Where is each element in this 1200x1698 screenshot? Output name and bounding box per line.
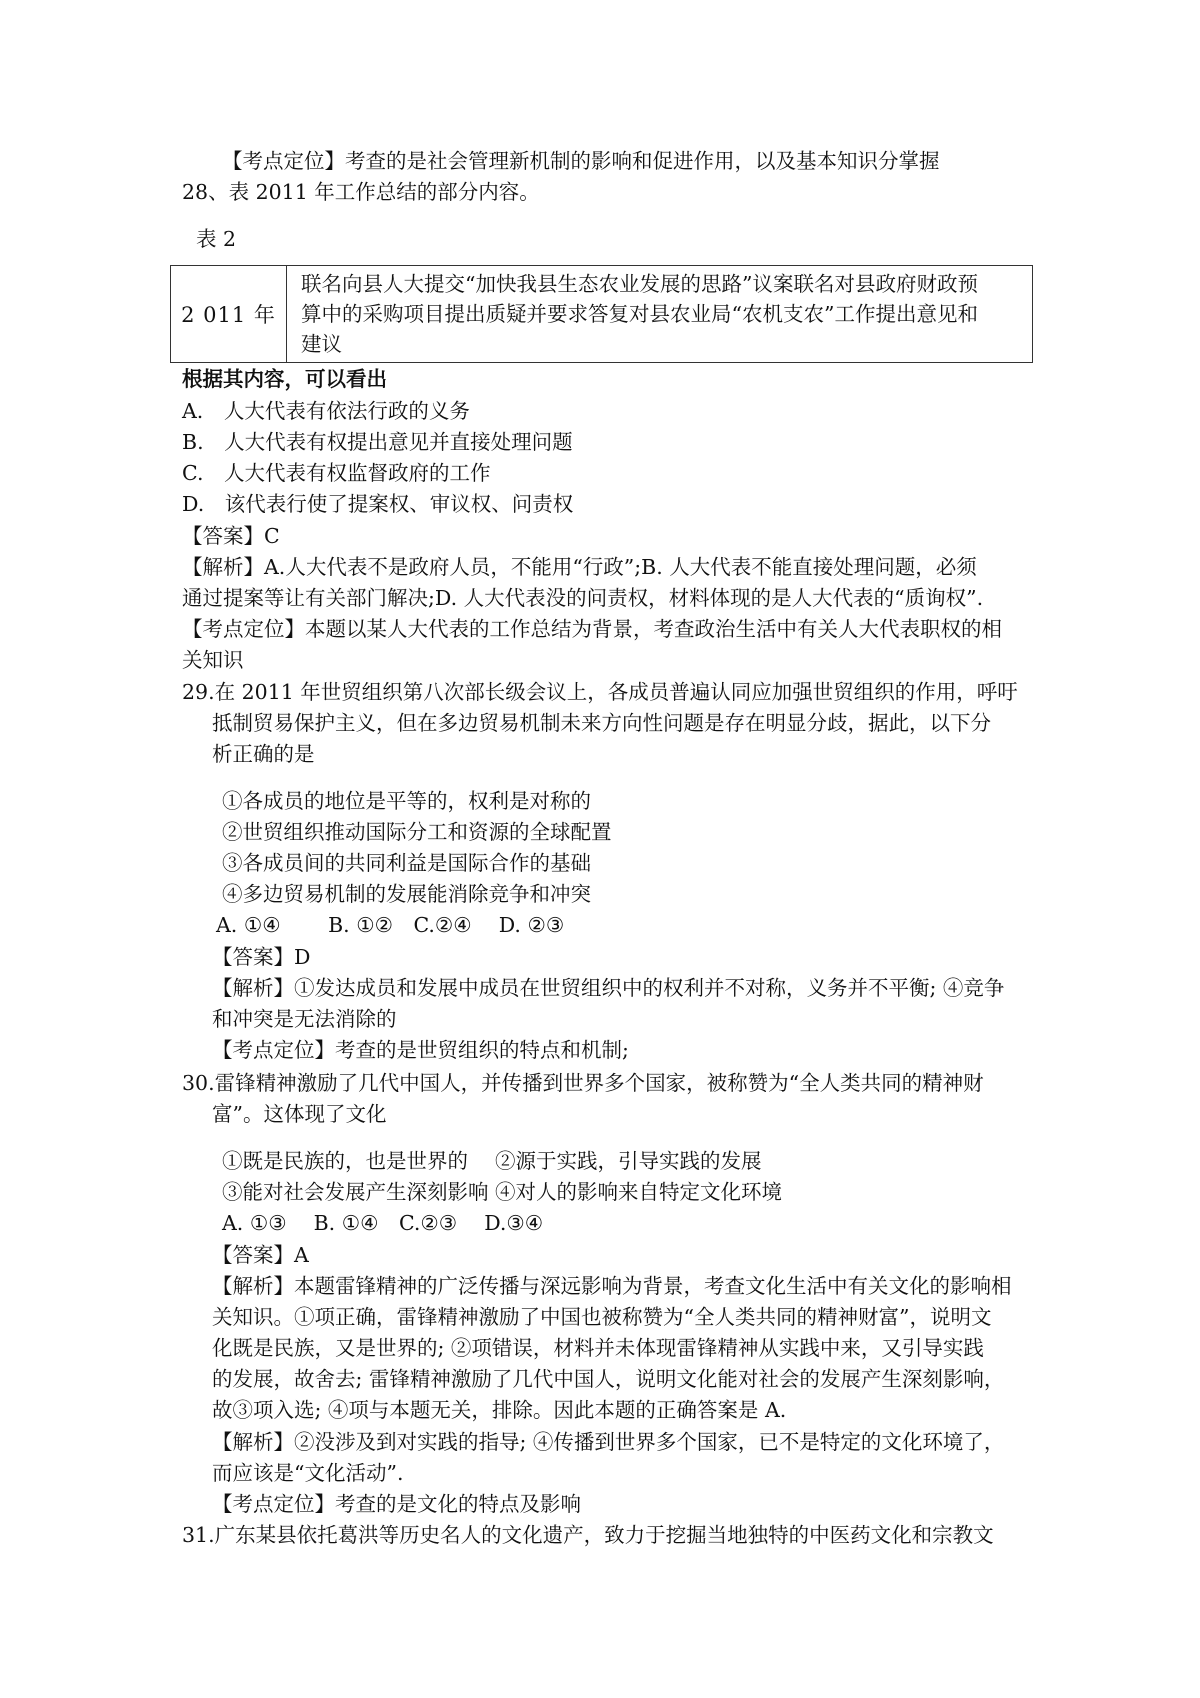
statement-item: ③能对社会发展产生深刻影响 ④对人的影响来自特定文化环境 (222, 1180, 783, 1204)
question-30-stem: 30.雷锋精神激励了几代中国人，并传播到世界多个国家，被称赞为“全人类共同的精神财 (182, 1071, 984, 1095)
analysis-29-line: 和冲突是无法消除的 (212, 1007, 397, 1031)
exam-point-28: 【考点定位】本题以某人大代表的工作总结为背景，考查政治生活中有关人大代表职权的相 (182, 617, 1002, 641)
question-28-prompt: 根据其内容，可以看出 (182, 367, 387, 391)
analysis-30b-line: 而应该是“文化活动”. (212, 1461, 404, 1485)
analysis-30-line: 的发展，故舍去; 雷锋精神激励了几代中国人，说明文化能对社会的发展产生深刻影响， (212, 1367, 1005, 1391)
analysis-28-line: 【解析】A.人大代表不是政府人员，不能用“行政”;B. 人大代表不能直接处理问题，必须 (182, 555, 977, 579)
option-b: B. 人大代表有权提出意见并直接处理问题 (182, 430, 573, 454)
option-a: A. 人大代表有依法行政的义务 (182, 399, 470, 423)
answer-30: 【答案】A (212, 1243, 309, 1267)
analysis-30-line: 化既是民族，又是世界的; ②项错误，材料并未体现雷锋精神从实践中来，又引导实践 (212, 1336, 984, 1360)
analysis-30-line: 故③项入选; ④项与本题无关，排除。因此本题的正确答案是 A. (212, 1398, 787, 1422)
question-29-stem: 29.在 2011 年世贸组织第八次部长级会议上，各成员普遍认同应加强世贸组织的作用，呼吁 (182, 680, 1018, 704)
analysis-29-line: 【解析】①发达成员和发展中成员在世贸组织中的权利并不对称，义务并不平衡; ④竞争 (212, 976, 1005, 1000)
analysis-30-line: 【解析】本题雷锋精神的广泛传播与深远影响为背景，考查文化生活中有关文化的影响相 (212, 1274, 1012, 1298)
analysis-30b-line: 【解析】②没涉及到对实践的指导; ④传播到世界多个国家，已不是特定的文化环境了， (212, 1430, 1005, 1454)
analysis-30-line: 关知识。①项正确，雷锋精神激励了中国也被称赞为“全人类共同的精神财富”，说明文 (212, 1305, 992, 1329)
option-d: D. 该代表行使了提案权、审议权、问责权 (182, 492, 574, 516)
table-caption: 表 2 (196, 227, 237, 251)
question-29-stem-cont: 抵制贸易保护主义，但在多边贸易机制未来方向性问题是存在明显分歧，据此，以下分 (212, 711, 991, 735)
options-30: A. ①③ B. ①④ C.②③ D.③④ (222, 1211, 544, 1235)
question-29-stem-cont: 析正确的是 (212, 742, 315, 766)
exam-point-line: 【考点定位】考查的是社会管理新机制的影响和促进作用，以及基本知识分掌握 (222, 149, 940, 173)
statement-item: ②世贸组织推动国际分工和资源的全球配置 (222, 820, 612, 844)
table-content-line: 建议 (301, 332, 342, 356)
answer-29: 【答案】D (212, 945, 311, 969)
exam-point-29: 【考点定位】考查的是世贸组织的特点和机制; (212, 1038, 629, 1062)
question-30-stem-cont: 富”。这体现了文化 (212, 1102, 387, 1126)
statement-item: ①各成员的地位是平等的，权利是对称的 (222, 789, 591, 813)
table-content-line: 联名向县人大提交“加快我县生态农业发展的思路”议案联名对县政府财政预 (301, 272, 978, 296)
question-31-stem: 31.广东某县依托葛洪等历史名人的文化遗产，致力于挖掘当地独特的中医药文化和宗教文 (182, 1523, 994, 1547)
option-c: C. 人大代表有权监督政府的工作 (182, 461, 491, 485)
question-28-stem: 28、表 2011 年工作总结的部分内容。 (182, 180, 540, 204)
analysis-28-line: 通过提案等让有关部门解决;D. 人大代表没的问责权，材料体现的是人大代表的“质询权”. (182, 586, 984, 610)
statement-item: ③各成员间的共同利益是国际合作的基础 (222, 851, 591, 875)
options-29: A. ①④ B. ①② C.②④ D. ②③ (216, 913, 565, 937)
statement-item: ①既是民族的，也是世界的 ②源于实践，引导实践的发展 (222, 1149, 762, 1173)
exam-point-30: 【考点定位】考查的是文化的特点及影响 (212, 1492, 581, 1516)
answer-28: 【答案】C (182, 524, 280, 548)
table-2 (170, 265, 1033, 363)
table-year-cell: 2 011 年 (171, 266, 287, 363)
exam-point-28-cont: 关知识 (182, 648, 244, 672)
table-content-cell (287, 266, 1033, 363)
statement-item: ④多边贸易机制的发展能消除竞争和冲突 (222, 882, 591, 906)
table-content-line: 算中的采购项目提出质疑并要求答复对县农业局“农机支农”工作提出意见和 (301, 302, 978, 326)
